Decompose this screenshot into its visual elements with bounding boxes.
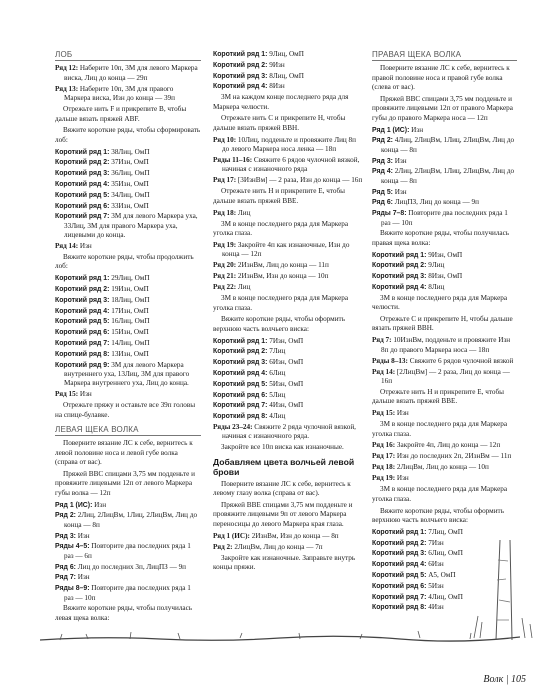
row-7: Ряд 7: 10ИзнВм, подденьте и провяжите Изн 8п до правого Маркера носа — 18п [372,336,511,354]
short-row: Короткий ряд 3: 18Лиц, ОмП [55,295,150,304]
instruction-text: 3М в конце последнего ряда для Маркера уголка глаза. [213,219,349,238]
row-18: Ряд 18: Лиц [213,208,251,217]
row-15: Ряд 15: Изн [55,390,92,399]
pattern-row: Ряды 8–9: Повторите два последних ряда 1 раз — 10п [55,584,191,602]
pattern-row: Ряд 2: 4Лиц, 2ЛицВм, 1Лиц, 2ЛицВм, Лиц до конца — 8п [372,136,515,154]
instruction-text: Поверните вязание ЛС к себе, вернитесь к правой половине носа и правой губе волка (слева от вас). [372,64,510,92]
section-heading-forehead: ЛОБ [55,50,201,61]
pattern-row: Ряды 7–8: Повторите два последних ряда 1 раз — 10п [372,209,508,227]
instruction-text: 3М в конце последнего ряда для Маркера челюсти. [372,293,508,312]
short-row: Короткий ряд 2: 7Изн [372,538,444,547]
instruction-text: Вяжите короткие ряды, чтобы продолжить лоб: [55,253,194,271]
short-row: Короткий ряд 1: 7Лиц, ОмП [372,527,463,536]
instruction-text: Вяжите короткие ряды, чтобы оформить верхнюю часть волчьего виска: [372,506,504,525]
rows-list [55,501,201,603]
short-row: Короткий ряд 3: 6Изн, ОмП [213,358,304,367]
column-1 [55,50,201,626]
short-row: Короткий ряд 5: 16Лиц, ОмП [55,317,150,326]
page-footer: Волк | 105 [483,674,526,685]
instruction-text: Пряжей BBC спицами 3,75 мм подденьте и провяжите лицевыми 12п от левого Маркера губы волка — 12п [55,470,195,497]
row-18: Ряд 18: 2ЛицВм, Лиц до конца — 10п [372,463,489,472]
column-3 [372,50,517,614]
instruction-text: Вяжите короткие ряды, чтобы получилась левая щека волка: [55,604,193,622]
short-row: Короткий ряд 6: 33Изн, ОмП [55,201,149,210]
row-19: Ряд 19: Изн [372,474,409,483]
pattern-row: Ряд 4: 2Лиц, 2ЛицВм, 1Лиц, 2ЛицВм, Лиц до конца — 8п [372,167,515,185]
short-row: Короткий ряд 8: 4Лиц [213,412,286,421]
short-row: Короткий ряд 1: 9Изн, ОмП [372,250,463,259]
pattern-row: Ряд 6: ЛицПЗ, Лиц до конца — 9п [372,198,479,207]
row-10: Ряд 10: 10Лиц, подденьте и провяжите Лиц 8п до левого Маркера носа ленка — 18п [213,135,356,153]
row-21: Ряд 21: 2ИзнВм, Изн до конца — 10п [213,272,329,281]
brow-row-2: Ряд 2: 2ЛицВм, Лиц до конца — 7п [213,542,323,551]
short-row: Короткий ряд 5: 5Изн, ОмП [213,379,304,388]
section-heading-right-cheek: ПРАВАЯ ЩЕКА ВОЛКА [372,50,517,61]
instruction-text: 3М в конце последнего ряда для Маркера уголка глаза. [213,294,349,312]
instruction-text: Закройте все 10п виска как изнаночные. [221,443,344,452]
row-14: Ряд 14: [2ЛицВм] — 2 раза, Лиц до конца — 16п [372,367,510,386]
short-row: Короткий ряд 2: 7Лиц [213,347,286,356]
rows-8-13: Ряды 8–13: Свяжите 6 рядов чулочной вязкой [372,356,514,365]
row-16: Ряд 16: Закройте 4п, Лиц до конца — 12п [372,441,501,450]
row-15: Ряд 15: Изн [372,409,409,418]
instruction-text: 3М в конце последнего ряда для Маркера уголка глаза. [372,420,508,438]
brow-row-1: Ряд 1 (ИС): 2ИзнВм, Изн до конца — 8п [213,531,339,540]
short-row: Короткий ряд 7: 14Лиц, ОмП [55,339,150,347]
short-row: Короткий ряд 6: 5Лиц [213,390,286,399]
section-heading-left-cheek: ЛЕВАЯ ЩЕКА ВОЛКА [55,425,201,436]
row-17: Ряд 17: Изн до последних 2п, 2ИзнВм — 11п [372,452,512,461]
short-row: Короткий ряд 4: 8Изн [213,82,285,91]
short-row: Короткий ряд 8: 13Изн, ОмП [55,349,149,358]
row-12: Ряд 12: Наберите 10п, 3М для левого Маркера виска, Лиц до конца — 29п [55,64,198,82]
short-row: Короткий ряд 6: 5Изн [372,581,444,590]
instruction-text: Отрежьте пряжу и оставьте все 39п головы на спице-булавке. [55,401,196,419]
row-19: Ряд 19: Закройте 4п как изнаночные, Изн до конца — 12п [213,240,350,259]
rows-list [372,126,517,228]
short-row: Короткий ряд 7: 3М для левого Маркера уха, 33Лиц, 3М для правого Маркера уха, лицевыми до конца. [55,212,198,240]
short-row: Короткий ряд 9: 3М для левого Маркера внутреннего уха, 13Лиц, 3М для правого Маркера внутреннего уха, Лиц до конца. [55,360,190,388]
short-row: Короткий ряд 3: 8Лиц, ОмП [213,71,304,80]
row-22: Ряд 22: Лиц [213,283,251,292]
row-13: Ряд 13: Наберите 10п, 3М для правого Маркера виска, Изн до конца — 39п [55,84,175,103]
birch-tree-illustration [470,540,540,645]
short-row: Короткий ряд 1: 38Лиц, ОмП [55,147,150,156]
short-rows-list [213,50,363,92]
instruction-text: Отрежьте нить H и прикрепите E, чтобы дальше вязать пряжей BBE. [372,388,504,406]
instruction-text: Отрежьте нить C и прикрепите H, чтобы дальше вязать пряжей BBH. [213,114,346,132]
short-row: Короткий ряд 4: 35Изн, ОмП [55,180,149,189]
rows-11-16: Ряды 11–16: Свяжите 6 рядов чулочной вязкой, начиная с изнаночного ряда [213,156,360,174]
short-row: Короткий ряд 1: 9Лиц, ОмП [213,50,304,58]
short-row: Короткий ряд 3: 8Изн, ОмП [372,272,463,281]
pattern-row: Ряд 1 (ИС): Изн [55,500,107,509]
short-rows-list [55,148,201,241]
short-row: Короткий ряд 2: 9Лиц [372,261,445,270]
pattern-row: Ряд 5: Изн [372,187,407,196]
instruction-text: Поверните вязание ЛС к себе, вернитесь к левой половине носа и левой губе волка (справа от вас). [55,439,193,467]
short-row: Короткий ряд 5: 34Лиц, ОмП [55,190,150,199]
short-row: Короткий ряд 4: 8Лиц [372,283,445,292]
short-rows-list [372,251,517,293]
pattern-row: Ряд 7: Изн [55,573,90,582]
instruction-text: Отрежьте нить H и прикрепите E, чтобы дальше вязать пряжей BBE. [213,187,345,205]
short-row: Короткий ряд 2: 19Изн, ОмП [55,285,149,294]
row-14: Ряд 14: Изн [55,242,92,251]
pattern-row: Ряд 6: Лиц до последних 3п, ЛицПЗ — 9п [55,562,187,571]
instruction-text: Вяжите короткие ряды, чтобы сформировать лоб: [55,126,201,144]
instruction-text: Закройте как изнаночные. Заправьте внутрь концы пряжи. [213,553,356,572]
instruction-text: 3М на каждом конце последнего ряда для Маркера челюсти. [213,93,349,111]
short-row: Короткий ряд 3: 36Лиц, ОмП [55,169,150,178]
row-20: Ряд 20: 2ИзнВм, Лиц до конца — 11п [213,261,329,270]
short-rows-list [213,337,363,422]
instruction-text: Вяжите короткие ряды, чтобы получилась правая щека волка: [372,229,510,247]
rows-23-24: Ряды 23–24: Свяжите 2 ряда чулочной вязкой, начиная с изнаночного ряда. [213,423,356,441]
short-row: Короткий ряд 5: А5, ОмП [372,571,456,580]
pattern-row: Ряды 4–5: Повторите два последних ряда 1 раз — 6п [55,542,191,560]
short-row: Короткий ряд 4: 6Изн [372,560,444,569]
grass-illustration [40,606,520,646]
instruction-text: 3М в конце последнего ряда для Маркера уголка глаза. [372,485,508,503]
pattern-row: Ряд 3: Изн [372,156,407,165]
pattern-row: Ряд 1 (ИС): Изн [372,125,424,134]
short-row: Короткий ряд 4: 6Лиц [213,369,286,378]
short-row: Короткий ряд 3: 6Лиц, ОмП [372,549,463,558]
short-row: Короткий ряд 4: 17Изн, ОмП [55,306,149,315]
instruction-text: Поверните вязание ЛС к себе, вернитесь к левому глазу волка (справа от вас). [213,479,351,498]
short-row: Короткий ряд 8: 4Изн [372,603,444,612]
short-row: Короткий ряд 1: 7Изн, ОмП [213,336,304,345]
column-2 [213,50,363,575]
instruction-text: Отрежьте нить F и прикрепите B, чтобы дальше вязать пряжей ABF. [55,105,187,123]
short-row: Короткий ряд 1: 29Лиц, ОмП [55,274,150,283]
instruction-text: Отрежьте C и прикрепите H, чтобы дальше вязать пряжей BBH. [372,315,513,333]
instruction-text: Пряжей BBC спицами 3,75 мм подденьте и провяжите лицевыми 12п от правого Маркера губы до правого Маркера носа — 12п [372,95,513,122]
short-rows-list [55,274,201,389]
instruction-text: Вяжите короткие ряды, чтобы оформить верхнюю часть волчьего виска: [213,315,345,333]
short-row: Короткий ряд 2: 37Изн, ОмП [55,158,149,167]
subheading-left-eyebrow: Добавляем цвета волчьей левой брови [213,456,355,478]
short-row: Короткий ряд 7: 4Изн, ОмП [213,401,304,410]
short-row: Короткий ряд 2: 9Изн [213,60,285,69]
pattern-row: Ряд 3: Изн [55,531,90,540]
pattern-row: Ряд 2: 2Лиц, 2ЛицВм, 1Лиц, 2ЛицВм, Лиц до конца — 8п [55,511,198,529]
row-17: Ряд 17: [3ИзнВм] — 2 раза, Изн до конца — 16п [213,176,363,185]
short-row: Короткий ряд 6: 15Изн, ОмП [55,328,149,337]
short-row: Короткий ряд 7: 4Лиц, ОмП [372,592,463,601]
instruction-text: Пряжей BBE спицами 3,75 мм подденьте и провяжите лицевыми 9п от левого Маркера переносицы до левого Маркера края глаза. [213,501,353,528]
